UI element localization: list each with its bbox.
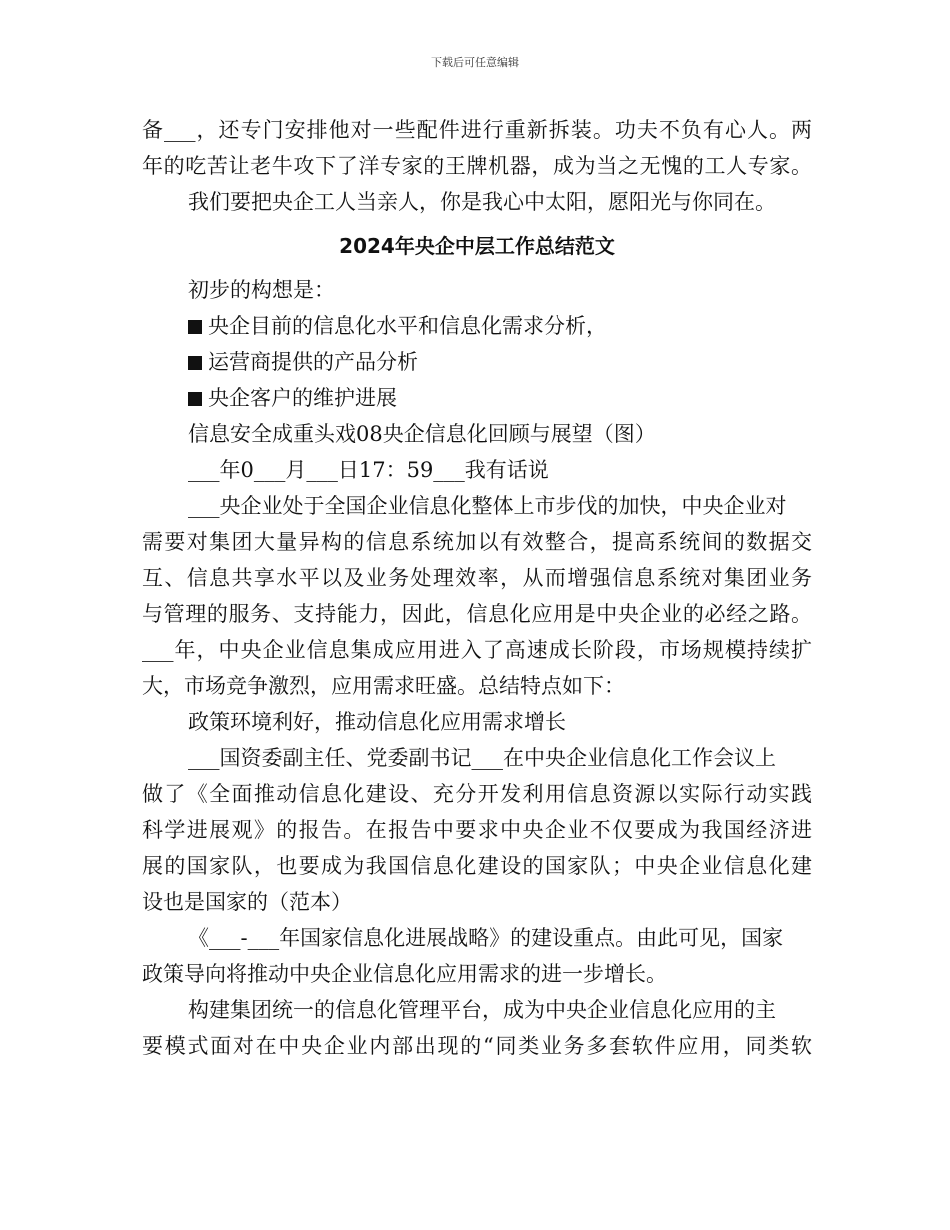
paragraph-line: 《___-___年国家信息化进展战略》的建设重点。由此可见，国家: [188, 926, 784, 950]
intro-line-1: 备___，还专门安排他对一些配件进行重新拆装。功夫不负有心人。两: [142, 118, 812, 142]
paragraph-line: 大，市场竞争激烈，应用需求旺盛。总结特点如下：: [142, 674, 625, 698]
paragraph-line: 互、信息共享水平以及业务处理效率，从而增强信息系统对集团业务: [142, 566, 812, 590]
intro-line-2: 年的吃苦让老牛攻下了洋专家的王牌机器，成为当之无愧的工人专家。: [142, 154, 812, 178]
paragraph-line: ___年，中央企业信息集成应用进入了高速成长阶段，市场规模持续扩: [142, 638, 812, 662]
article-dateline: ___年0___月___日17：59___我有话说: [188, 458, 549, 482]
paragraph-line: 要模式面对在中央企业内部出现的“同类业务多套软件应用，同类软: [142, 1034, 812, 1058]
paragraph-line: 构建集团统一的信息化管理平台，成为中央企业信息化应用的主: [188, 998, 776, 1022]
paragraph-line: 需要对集团大量异构的信息系统加以有效整合，提高系统间的数据交: [142, 530, 812, 554]
outline-intro: 初步的构想是：: [188, 278, 335, 302]
square-bullet-icon: [188, 356, 202, 370]
paragraph-line: 展的国家队，也要成为我国信息化建设的国家队；中央企业信息化建: [142, 854, 812, 878]
square-bullet-icon: [188, 320, 202, 334]
paragraph-line: 与管理的服务、支持能力，因此，信息化应用是中央企业的必经之路。: [142, 602, 812, 626]
square-bullet-icon: [188, 392, 202, 406]
paragraph-line: 科学进展观》的报告。在报告中要求中央企业不仅要成为我国经济进: [142, 818, 812, 842]
paragraph-line: 政策导向将推动中央企业信息化应用需求的进一步增长。: [142, 962, 667, 986]
bullet-text: 运营商提供的产品分析: [208, 350, 418, 374]
document-title: 2024年央企中层工作总结范文: [339, 234, 615, 258]
paragraph-line: ___国资委副主任、党委副书记___在中央企业信息化工作会议上: [188, 746, 776, 770]
bullet-text: 央企客户的维护进展: [208, 386, 397, 410]
page-header: 下载后可任意编辑: [431, 56, 519, 69]
paragraph-line: 做了《全面推动信息化建设、充分开发利用信息资源以实际行动实践: [142, 782, 812, 806]
intro-line-3: 我们要把央企工人当亲人，你是我心中太阳，愿阳光与你同在。: [188, 190, 776, 214]
bullet-item: [142, 308, 812, 344]
article-headline: 信息安全成重头戏08央企信息化回顾与展望（图）: [188, 422, 656, 446]
document-body: [142, 112, 812, 1064]
article-subhead: 政策环境利好，推动信息化应用需求增长: [188, 710, 566, 734]
paragraph-line: 设也是国家的（范本）: [142, 890, 352, 914]
paragraph-line: ___央企业处于全国企业信息化整体上市步伐的加快，中央企业对: [188, 494, 787, 518]
bullet-text: 央企目前的信息化水平和信息化需求分析，: [208, 314, 607, 338]
bullet-item: [142, 344, 812, 380]
bullet-item: [142, 380, 812, 416]
